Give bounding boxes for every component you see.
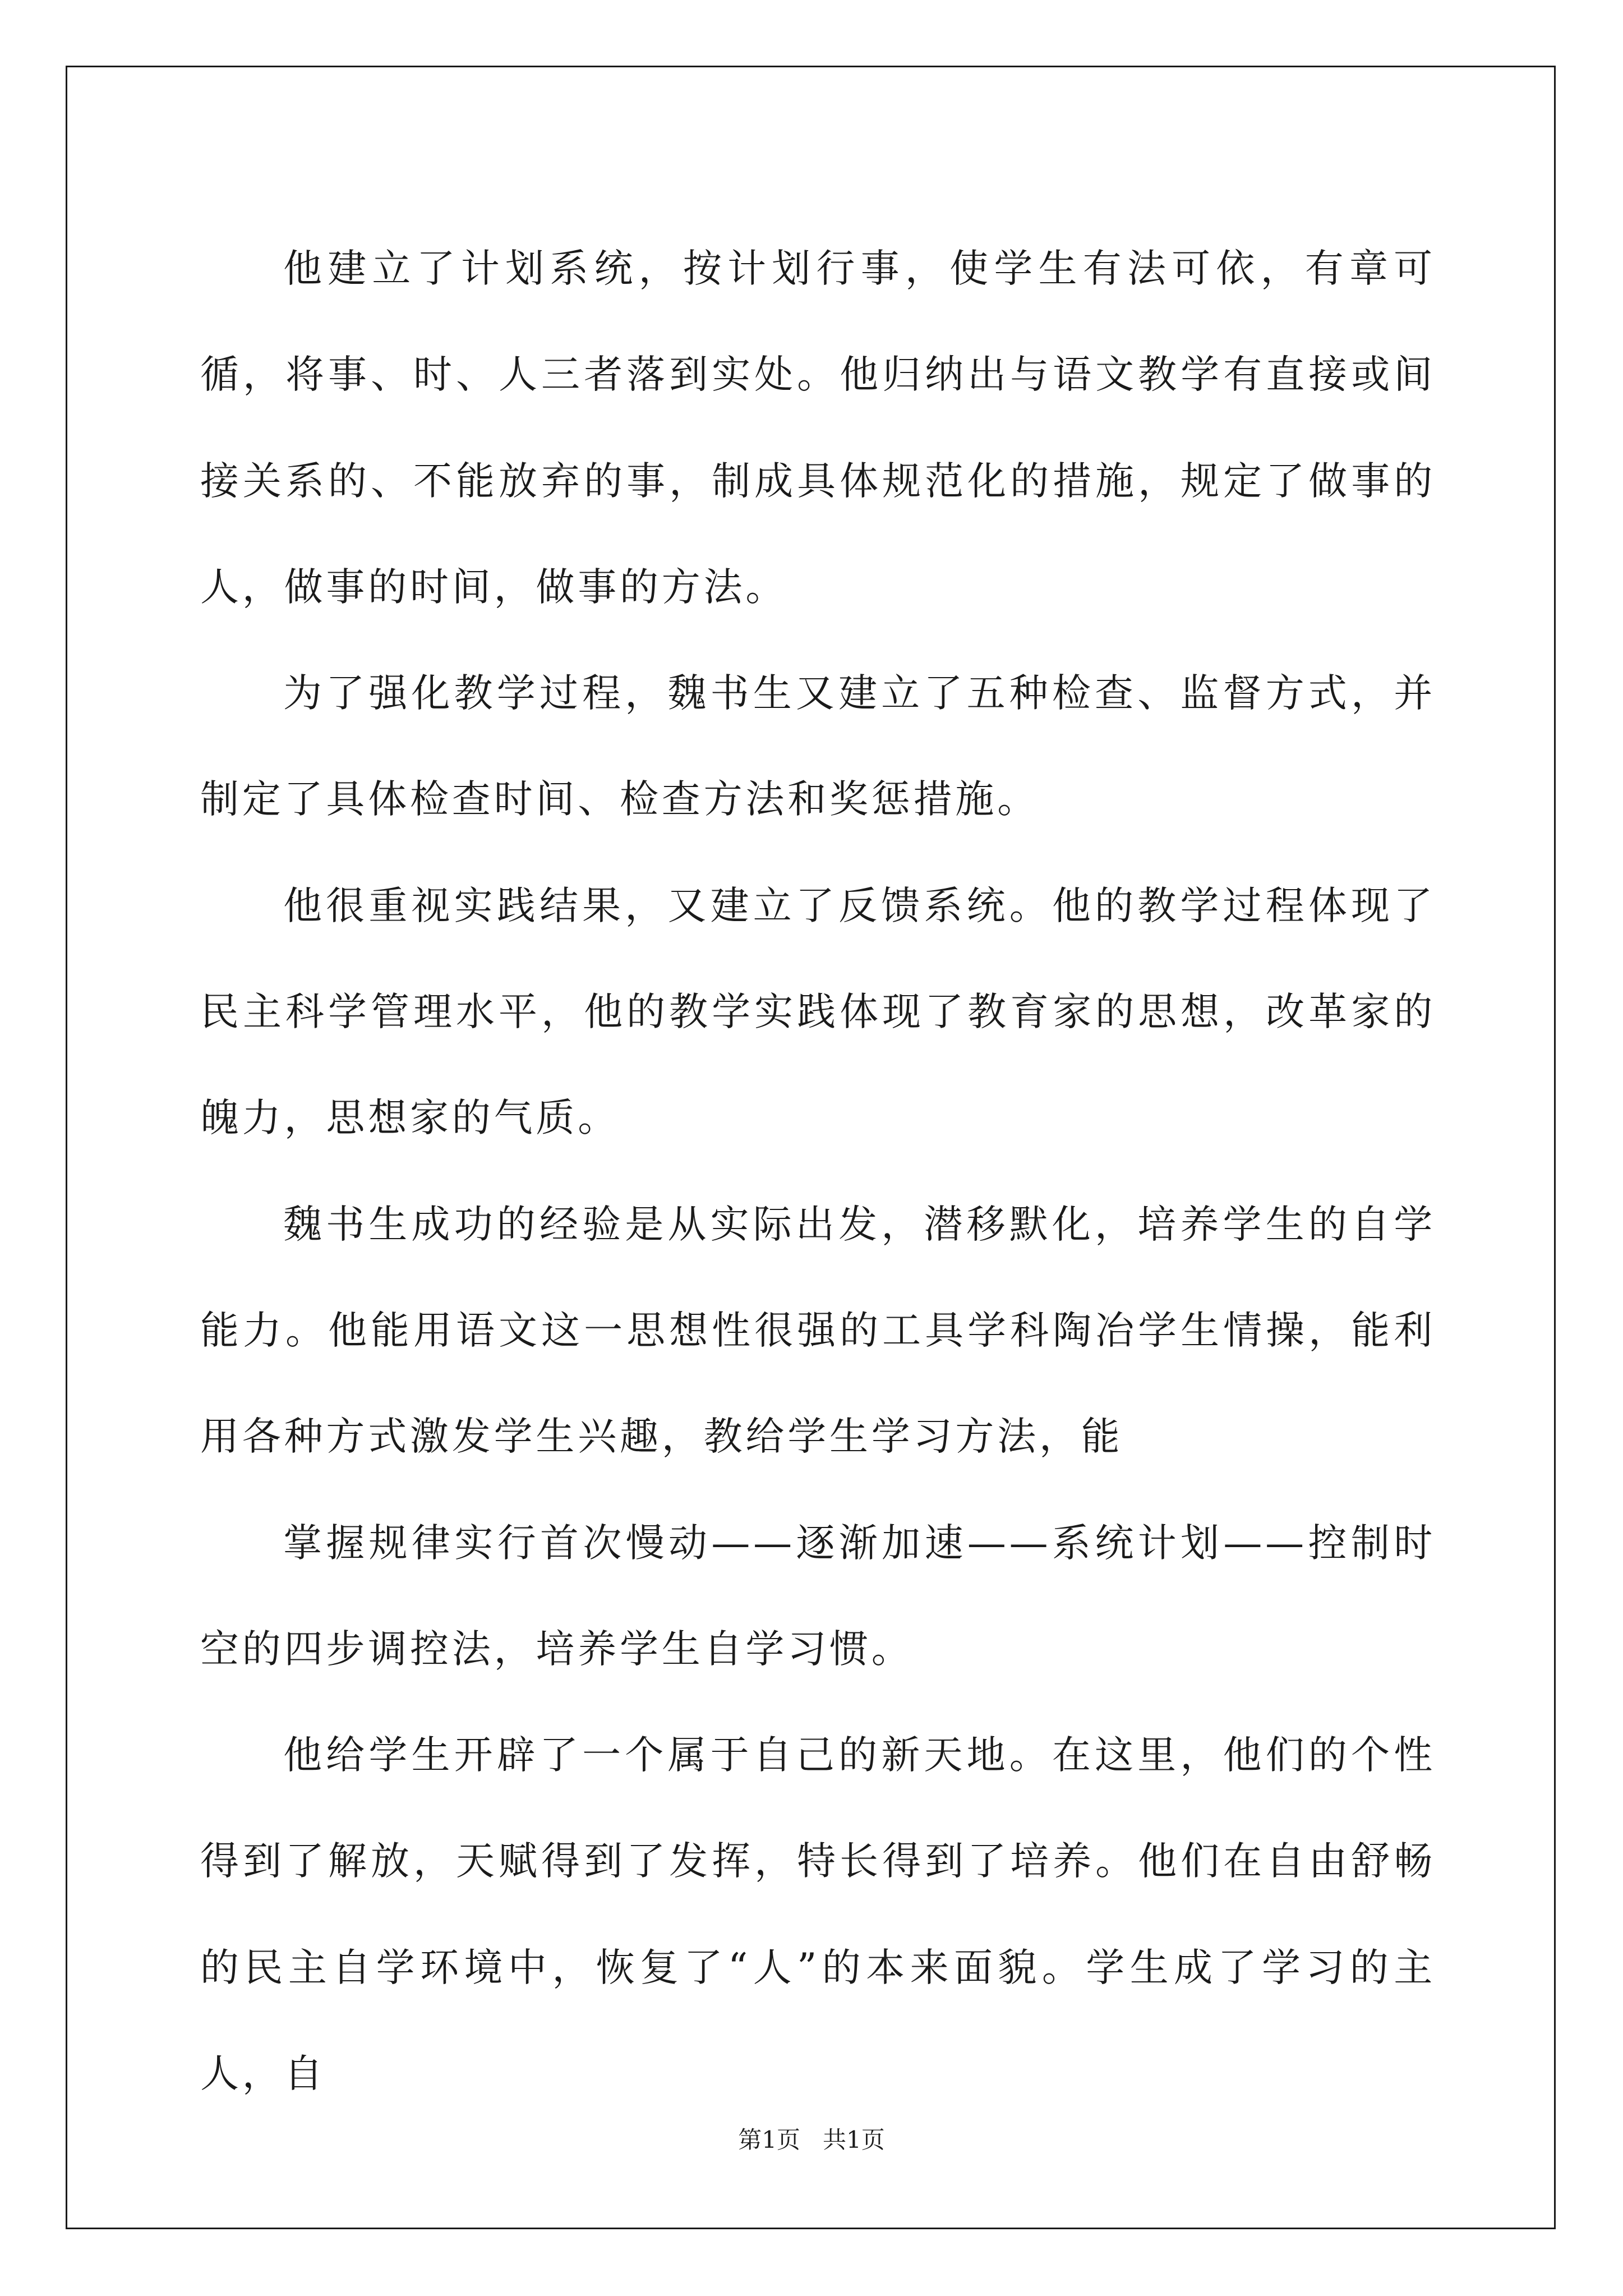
paragraph: 他建立了计划系统，按计划行事，使学生有法可依，有章可循，将事、时、人三者落到实处。他归纳出与语文教学有直接或间接关系的、不能放弃的事，制成具体规范化的措施，规定了做事的人，做事的时间，做事的方法。 xyxy=(200,246,1436,610)
paragraph: 掌握规律实行首次慢动——逐渐加速——系统计划——控制时空的四步调控法，培养学生自学习惯。 xyxy=(200,1520,1436,1672)
page-number-footer: 第1页 共1页 xyxy=(738,2126,885,2154)
paragraph: 他给学生开辟了一个属于自己的新天地。在这里，他们的个性得到了解放，天赋得到了发挥，特长得到了培养。他们在自由舒畅的民主自学环境中，恢复了“人”的本来面貌。学生成了学习的主人，自 xyxy=(200,1733,1436,2097)
document-body xyxy=(200,216,1436,2127)
paragraph: 为了强化教学过程，魏书生又建立了五种检查、监督方式，并制定了具体检查时间、检查方法和奖惩措施。 xyxy=(200,671,1436,822)
paragraph: 他很重视实践结果，又建立了反馈系统。他的教学过程体现了民主科学管理水平，他的教学实践体现了教育家的思想，改革家的魄力，思想家的气质。 xyxy=(200,883,1436,1141)
paragraph: 魏书生成功的经验是从实际出发，潜移默化，培养学生的自学能力。他能用语文这一思想性很强的工具学科陶冶学生情操，能利用各种方式激发学生兴趣，教给学生学习方法，能 xyxy=(200,1202,1436,1460)
